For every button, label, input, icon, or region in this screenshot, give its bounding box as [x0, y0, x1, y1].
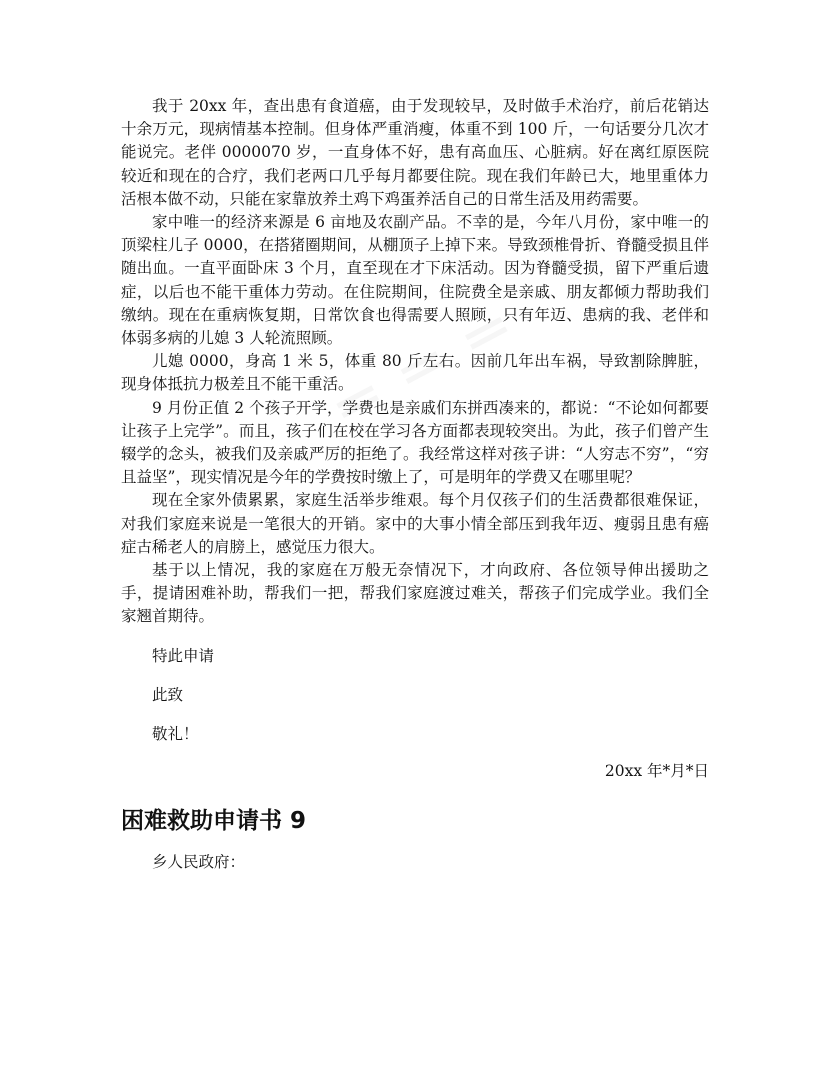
- paragraph-income: 家中唯一的经济来源是 6 亩地及农副产品。不幸的是，今年八月份，家中唯一的顶梁柱儿子 0000，在搭猪圈期间，从棚顶子上掉下来。导致颈椎骨折、脊髓受损且伴随出血。一直平面卧床 3 个月，直至现在才下床活动。因为脊髓受损，留下严重后遗症，以后也不能干重体力劳动。在住院期间，住院费全是亲戚、朋友都倾力帮助我们缴纳。现在在重病恢复期，日常饮食也得需要人照顾，只有年迈、患病的我、老伴和体弱多病的儿媳 3 人轮流照顾。: [121, 213, 709, 348]
- paragraph-daughter-in-law: 儿媳 0000，身高 1 米 5，体重 80 斤左右。因前几年出车祸，导致割除脾脏，现身体抵抗力极差且不能干重活。: [121, 352, 709, 394]
- paragraph-children-school: 9 月份正值 2 个孩子开学，学费也是亲戚们东拼西凑来的，都说：“不论如何都要让孩子上完学”。而且，孩子们在校在学习各方面都表现较突出。为此，孩子们曾产生辍学的念头，被我们及亲戚严厉的拒绝了。我经常这样对孩子讲：“人穷志不穷”，“穷且益坚”，现实情况是今年的学费按时缴上了，可是明年的学费又在哪里呢？: [121, 398, 709, 487]
- next-letter-salutation: 乡人民政府：: [152, 853, 246, 872]
- signature-date: 20xx 年*月*日: [604, 762, 709, 781]
- closing-greeting: 此致: [152, 685, 184, 704]
- next-letter-title: 困难救助申请书 9: [121, 808, 307, 835]
- paragraph-illness: 我于 20xx 年，查出患有食道癌，由于发现较早，及时做手术治疗，前后花销达十余万元，现病情基本控制。但身体严重消瘦，体重不到 100 斤，一句话要分几次才能说完。老伴 0000070 岁，一直身体不好，患有高血压、心脏病。好在离红原医院较近和现在的合疗，我们老两口几乎每月都要住院。现在我们年龄已大，地里重体力活根本做不动，只能在家靠放养土鸡下鸡蛋养活自己的日常生活及用药需要。: [121, 97, 709, 208]
- paragraph-request: 基于以上情况，我的家庭在万般无奈情况下，才向政府、各位领导伸出援助之手，提请困难补助，帮我们一把，帮我们家庭渡过难关，帮孩子们完成学业。我们全家翘首期待。: [121, 561, 709, 626]
- paragraph-debts: 现在全家外债累累，家庭生活举步维艰。每个月仅孩子们的生活费都很难保证，对我们家庭来说是一笔很大的开销。家中的大事小情全部压到我年迈、瘦弱且患有癌症古稀老人的肩膀上，感觉压力很大。: [121, 491, 709, 556]
- closing-request: 特此申请: [152, 646, 215, 665]
- document-body: [121, 95, 709, 875]
- closing-salute: 敬礼！: [152, 725, 199, 744]
